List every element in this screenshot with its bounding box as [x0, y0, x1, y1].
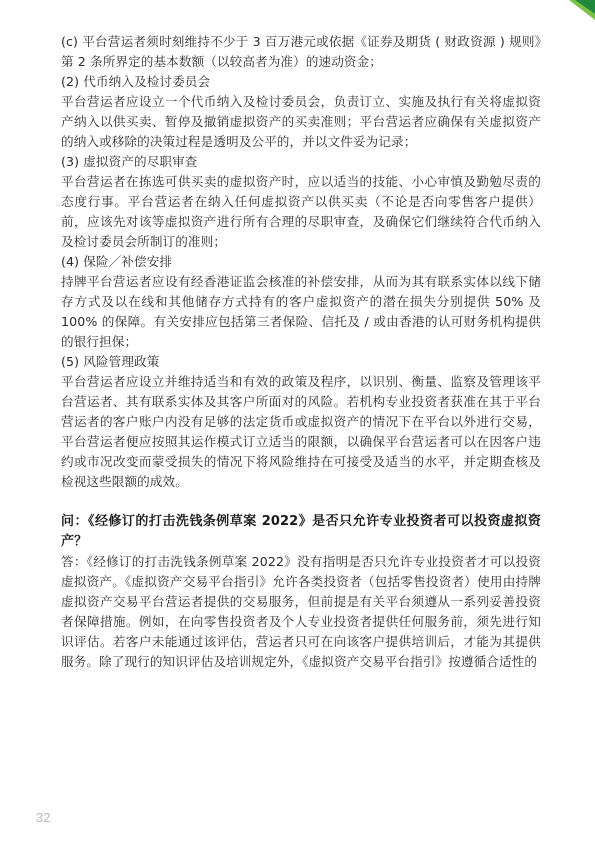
paragraph-token-committee: 平台营运者应设立一个代币纳入及检讨委员会，负责订立、实施及执行有关将虚拟资产纳入以供买卖、暂停及撤销虚拟资产的买卖准则；平台营运者应确保有关虚拟资产的纳入或移除的决策过程是透明及公平的，并以文件妥为记录； — [61, 94, 541, 149]
paragraph-risk-management: 平台营运者应设立并维持适当和有效的政策及程序，以识别、衡量、监察及管理该平台营运者、其有联系实体及其客户所面对的风险。若机构专业投资者获准在其于平台营运者的客户账户内没有足够的法定货币或虚拟资产的情况下在平台以外进行交易，平台营运者便应按照其运作模式订立适当的限额，以确保平台营运者可以在因客户违约或市况改变而蒙受损失的情况下将风险维持在可接受及适当的水平，并定期查核及检视这些限额的成效。 — [61, 374, 541, 489]
paragraph-insurance: 持牌平台营运者应设有经香港证监会核准的补偿安排，从而为其有联系实体以线下储存方式及以在线和其他储存方式持有的客户虚拟资产的潜在损失分别提供 50% 及 100% 的保障。有关安排应包括第三者保险、信托及 / 或由香港的认可财务机构提供的银行担保； — [61, 274, 541, 349]
corner-decoration — [569, 0, 595, 20]
paragraph-due-diligence: 平台营运者在拣选可供买卖的虚拟资产时，应以适当的技能、小心审慎及勤勉尽责的态度行事。平台营运者在纳入任何虚拟资产以供买卖（不论是否向零售客户提供）前，应该先对该等虚拟资产进行所有合理的尽职审查，及确保它们继续符合代币纳入及检讨委员会所制订的准则； — [61, 174, 541, 249]
page-number: 32 — [36, 810, 51, 825]
heading-token-committee: (2) 代币纳入及检讨委员会 — [61, 74, 211, 89]
heading-risk-management: (5) 风险管理政策 — [61, 354, 160, 369]
answer-paragraph: 答：《经修订的打击洗钱条例草案 2022》没有指明是否只允许专业投资者才可以投资虚拟资产。《虚拟资产交易平台指引》允许各类投资者（包括零售投资者）使用由持牌虚拟资产交易平台营运者提供的交易服务，但前提是有关平台须遵从一系列妥善投资者保障措施。例如，在向零售投资者及个人专业投资者提供任何服务前，须先进行知识评估。若客户未能通过该评估，营运者只可在向该客户提供培训后，才能为其提供服务。除了现行的知识评估及培训规定外，《虚拟资产交易平台指引》按遵循合适性的 — [61, 554, 541, 669]
paragraph-liquid-capital: (c) 平台营运者须时刻维持不少于 3 百万港元或依据《证券及期货 ( 财政资源 ) 规则》第 2 条所界定的基本数额（以较高者为准）的速动资金； — [61, 34, 541, 69]
heading-insurance: (4) 保险／补偿安排 — [61, 254, 173, 269]
heading-due-diligence: (3) 虚拟资产的尽职审查 — [61, 154, 198, 169]
question-heading: 问：《经修订的打击洗钱条例草案 2022》是否只允许专业投资者可以投资虚拟资产？ — [61, 514, 541, 549]
document-body — [61, 32, 541, 672]
